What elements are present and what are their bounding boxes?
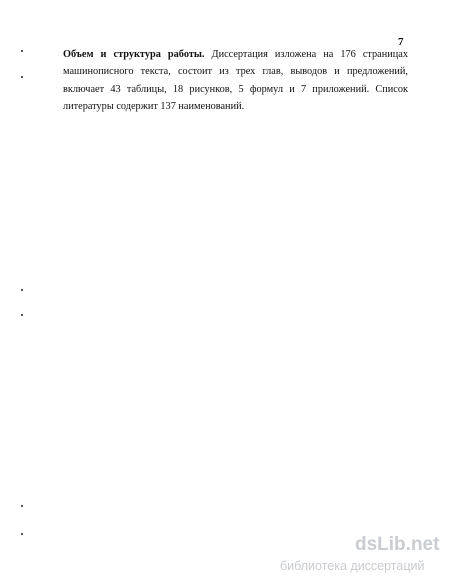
paragraph xyxy=(63,46,408,116)
watermark-logo: dsLib.net xyxy=(355,534,440,555)
scan-speck xyxy=(21,314,23,316)
scan-speck xyxy=(21,50,23,52)
page-number: 7 xyxy=(398,36,404,48)
paragraph-body: Диссертация изложена на 176 страницах машинописного текста, состоит из трех глав, выводов и предложений, включает 43 таблицы, 18 рисунков, 5 формул и 7 приложений. Список литературы содержит 137 наименований. xyxy=(63,49,408,113)
scan-speck xyxy=(21,76,23,78)
paragraph-lead: Объем и структура работы. xyxy=(63,49,205,60)
scan-speck xyxy=(21,289,23,291)
watermark-tagline: библиотека диссертаций xyxy=(280,559,425,573)
scan-speck xyxy=(21,533,23,535)
scan-speck xyxy=(21,505,23,507)
